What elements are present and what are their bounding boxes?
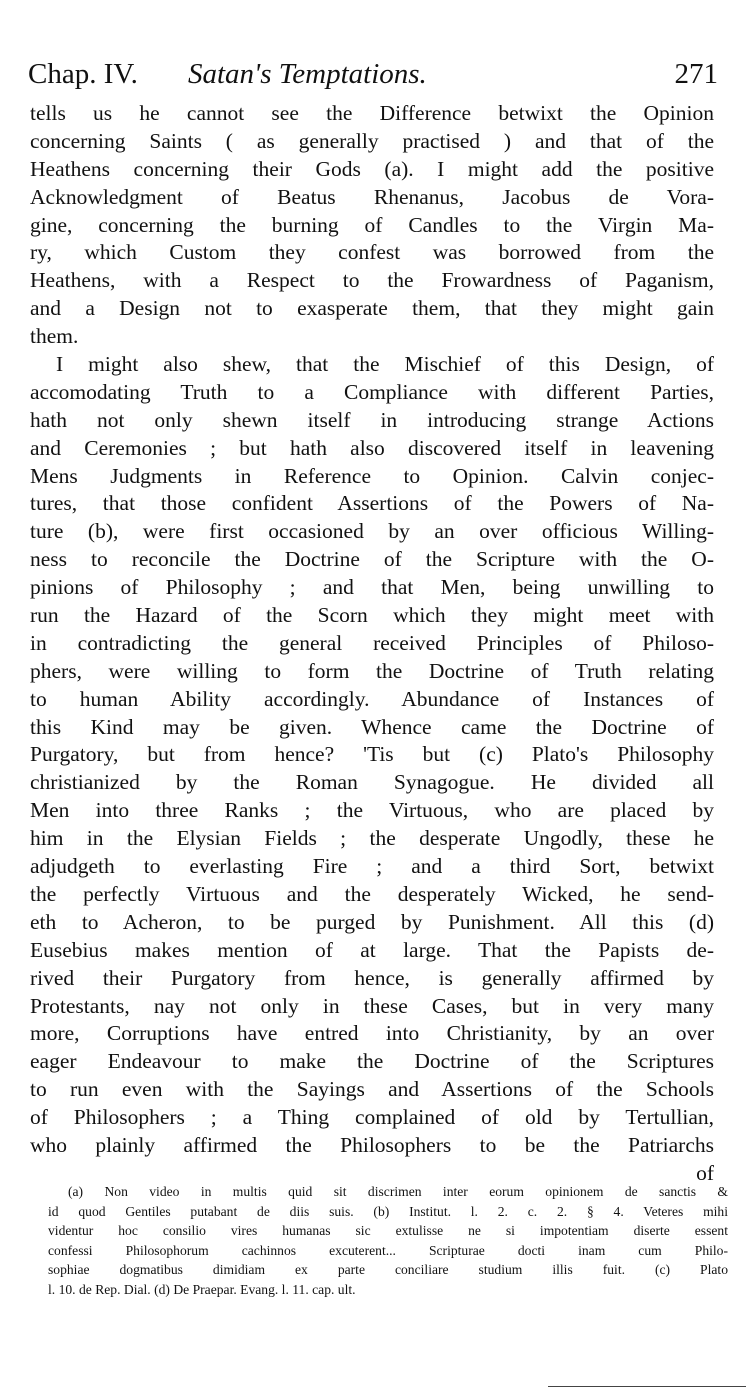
text-line: and a Design not to exasperate them, that they might gain bbox=[30, 296, 714, 321]
footnote-line: id quod Gentiles putabant de diis suis. (b) Institut. l. 2. c. 2. § 4. Veteres mihi bbox=[48, 1203, 728, 1219]
text-line: gine, concerning the burning of Candles to the Virgin Ma- bbox=[30, 212, 714, 237]
text-line: concerning Saints ( as generally practised ) and that of the bbox=[30, 128, 714, 153]
text-line: christianized by the Roman Synagogue. He divided all bbox=[30, 770, 714, 795]
text-line: Purgatory, but from hence? 'Tis but (c) Plato's Philosophy bbox=[30, 742, 714, 767]
text-line: and Ceremonies ; but hath also discovered itself in leavening bbox=[30, 435, 714, 460]
text-line: eth to Acheron, to be purged by Punishment. All this (d) bbox=[30, 909, 714, 934]
text-line: Heathens, with a Respect to the Frowardness of Paganism, bbox=[30, 268, 714, 293]
text-line: ness to reconcile the Doctrine of the Scripture with the O- bbox=[30, 547, 714, 572]
footnote-line: l. 10. de Rep. Dial. (d) De Praepar. Evang. l. 11. cap. ult. bbox=[48, 1281, 356, 1297]
text-line: ry, which Custom they confest was borrowed from the bbox=[30, 240, 714, 265]
text-line: phers, were willing to form the Doctrine of Truth relating bbox=[30, 658, 714, 683]
catchword: of bbox=[696, 1160, 714, 1185]
footnote-line: videntur hoc consilio vires humanas sic extulisse ne si impotentiam diserte essent bbox=[48, 1223, 728, 1239]
footnote-line: (a) Non video in multis quid sit discrimen inter eorum opinionem de sanctis & bbox=[68, 1184, 728, 1199]
paragraph-start-line: I might also shew, that the Mischief of this Design, of bbox=[56, 352, 714, 377]
main-text bbox=[30, 100, 714, 1188]
text-line: hath not only shewn itself in introducing strange Actions bbox=[30, 407, 714, 432]
text-line: tures, that those confident Assertions of the Powers of Na- bbox=[30, 491, 714, 516]
running-title: Satan's Temptations. bbox=[188, 58, 427, 90]
text-line: them. bbox=[30, 324, 79, 349]
text-line: adjudgeth to everlasting Fire ; and a third Sort, betwixt bbox=[30, 854, 714, 879]
text-line: Heathens concerning their Gods (a). I might add the positive bbox=[30, 156, 714, 181]
text-line: Men into three Ranks ; the Virtuous, who are placed by bbox=[30, 798, 714, 823]
bottom-edge-rule bbox=[548, 1386, 746, 1387]
page-number: 271 bbox=[674, 58, 718, 90]
text-line: Acknowledgment of Beatus Rhenanus, Jacobus de Vora- bbox=[30, 184, 714, 209]
footnote-line: sophiae dogmatibus dimidiam ex parte conciliare studium illis fuit. (c) Plato bbox=[48, 1262, 728, 1278]
text-line: accomodating Truth to a Compliance with different Parties, bbox=[30, 379, 714, 404]
text-line: to run even with the Sayings and Assertions of the Schools bbox=[30, 1077, 714, 1102]
text-line: who plainly affirmed the Philosophers to be the Patriarchs bbox=[30, 1132, 714, 1157]
text-line: in contradicting the general received Principles of Philoso- bbox=[30, 630, 714, 655]
text-line: run the Hazard of the Scorn which they might meet with bbox=[30, 603, 714, 628]
footnote-line: confessi Philosophorum cachinnos excuterent... Scripturae docti inam cum Philo- bbox=[48, 1242, 728, 1258]
text-line: of Philosophers ; a Thing complained of old by Tertullian, bbox=[30, 1105, 714, 1130]
text-line: eager Endeavour to make the Doctrine of the Scriptures bbox=[30, 1049, 714, 1074]
chapter-label: Chap. IV. bbox=[28, 58, 138, 90]
footnotes bbox=[48, 1182, 728, 1300]
running-header bbox=[28, 58, 718, 100]
text-line: more, Corruptions have entred into Christianity, by an over bbox=[30, 1021, 714, 1046]
text-line: the perfectly Virtuous and the desperately Wicked, he send- bbox=[30, 881, 714, 906]
text-line: Protestants, nay not only in these Cases, but in very many bbox=[30, 993, 714, 1018]
text-line: pinions of Philosophy ; and that Men, being unwilling to bbox=[30, 575, 714, 600]
text-line: to human Ability accordingly. Abundance of Instances of bbox=[30, 686, 714, 711]
text-line: Eusebius makes mention of at large. That the Papists de- bbox=[30, 937, 714, 962]
text-line: tells us he cannot see the Difference betwixt the Opinion bbox=[30, 101, 714, 125]
text-line: rived their Purgatory from hence, is generally affirmed by bbox=[30, 965, 714, 990]
text-line: Mens Judgments in Reference to Opinion. Calvin conjec- bbox=[30, 463, 714, 488]
text-line: him in the Elysian Fields ; the desperate Ungodly, these he bbox=[30, 826, 714, 851]
text-line: ture (b), were first occasioned by an over officious Willing- bbox=[30, 519, 714, 544]
text-line: this Kind may be given. Whence came the Doctrine of bbox=[30, 714, 714, 739]
